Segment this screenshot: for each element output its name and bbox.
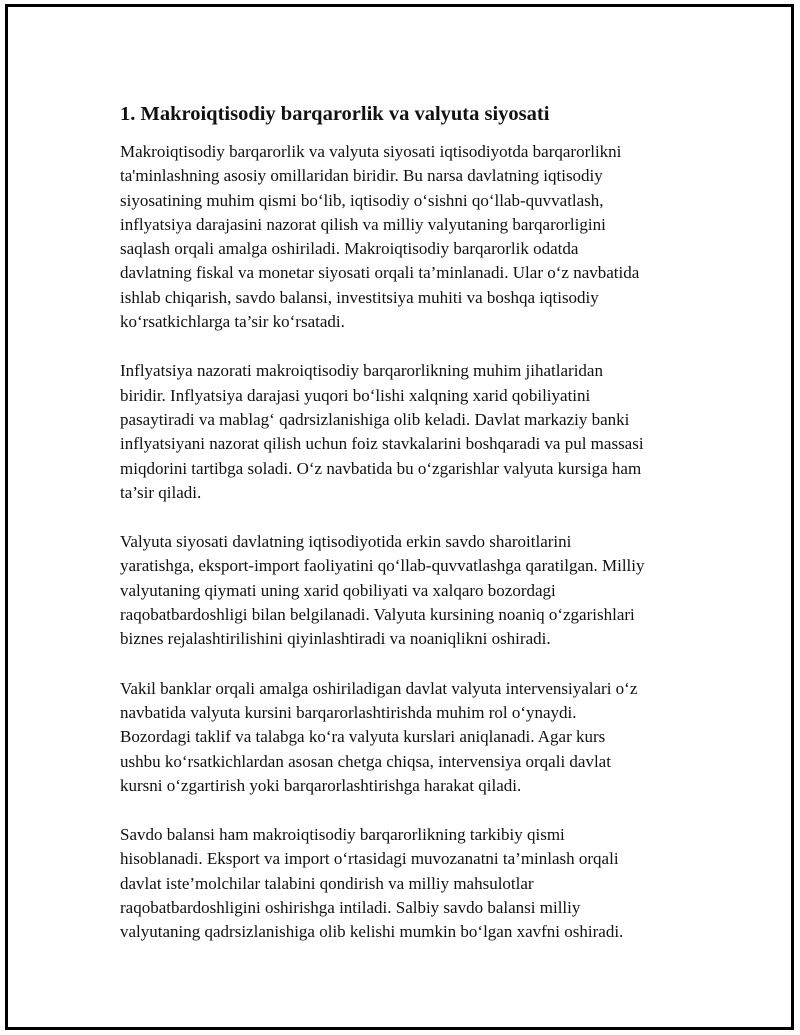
text-line: ushbu ko‘rsatkichlardan asosan chetga chiqsa, intervensiya orqali davlat (120, 751, 611, 771)
text-line: navbatida valyuta kursini barqarorlashtirishda muhim rol o‘ynaydi. (120, 702, 577, 722)
paragraph-5 (120, 823, 720, 944)
text-line: hisoblanadi. Eksport va import o‘rtasidagi muvozanatni ta’minlash orqali (120, 849, 619, 869)
text-line: valyutaning qiymati uning xarid qobiliyati va xalqaro bozordagi (120, 580, 556, 600)
text-line: yaratishga, eksport-import faoliyatini qo‘llab-quvvatlashga qaratilgan. Milliy (120, 556, 645, 576)
text-line: Valyuta siyosati davlatning iqtisodiyotida erkin savdo sharoitlarini (120, 532, 572, 552)
document-body (120, 101, 720, 970)
text-line: biznes rejalashtirilishini qiyinlashtiradi va noaniqlikni oshiradi. (120, 629, 551, 649)
text-line: pasaytiradi va mablag‘ qadrsizlanishiga olib keladi. Davlat markaziy banki (120, 409, 630, 429)
text-line: Makroiqtisodiy barqarorlik va valyuta siyosati iqtisodiyotda barqarorlikni (120, 142, 622, 161)
paragraph-4 (120, 677, 720, 798)
text-line: Savdo balansi ham makroiqtisodiy barqarorlikning tarkibiy qismi (120, 825, 565, 845)
text-line: davlatning fiskal va monetar siyosati orqali ta’minlanadi. Ular o‘z navbatida (120, 263, 640, 283)
paragraph-2 (120, 359, 720, 505)
text-line: inflyatsiyani nazorat qilish uchun foiz stavkalarini boshqaradi va pul massasi (120, 434, 644, 454)
text-line: saqlash orqali amalga oshiriladi. Makroiqtisodiy barqarorlik odatda (120, 239, 579, 259)
text-line: Inflyatsiya nazorati makroiqtisodiy barqarorlikning muhim jihatlaridan (120, 361, 603, 381)
text-line: raqobatbardoshligi bilan belgilanadi. Valyuta kursining noaniq o‘zgarishlari (120, 605, 635, 625)
text-line: miqdorini tartibga soladi. O‘z navbatida bu o‘zgarishlar valyuta kursiga ham (120, 458, 642, 478)
page-frame (5, 4, 794, 1030)
paragraph-1 (120, 140, 720, 334)
text-line: inflyatsiya darajasini nazorat qilish va milliy valyutaning barqarorligini (120, 214, 606, 234)
text-line: ishlab chiqarish, savdo balansi, investitsiya muhiti va boshqa iqtisodiy (120, 287, 599, 307)
text-line: biridir. Inflyatsiya darajasi yuqori bo‘lishi xalqning xarid qobiliyatini (120, 385, 591, 405)
text-line: raqobatbardoshligini oshirishga intiladi. Salbiy savdo balansi milliy (120, 898, 581, 918)
text-line: ko‘rsatkichlarga ta’sir ko‘rsatadi. (120, 312, 345, 332)
text-line: ta'minlashning asosiy omillaridan biridir. Bu narsa davlatning iqtisodiy (120, 166, 603, 186)
text-line: valyutaning qadrsizlanishiga olib kelishi mumkin bo‘lgan xavfni oshiradi. (120, 922, 624, 942)
paragraph-3 (120, 530, 720, 651)
section-heading: 1. Makroiqtisodiy barqarorlik va valyuta siyosati (120, 103, 550, 125)
text-line: siyosatining muhim qismi bo‘lib, iqtisodiy o‘sishni qo‘llab-quvvatlash, (120, 190, 604, 210)
text-line: davlat iste’molchilar talabini qondirish va milliy mahsulotlar (120, 873, 534, 893)
text-line: kursni o‘zgartirish yoki barqarorlashtirishga harakat qiladi. (120, 775, 522, 795)
text-line: Vakil banklar orqali amalga oshiriladigan davlat valyuta intervensiyalari o‘z (120, 678, 638, 698)
text-line: ta’sir qiladi. (120, 482, 202, 502)
text-line: Bozordagi taklif va talabga ko‘ra valyuta kurslari aniqlanadi. Agar kurs (120, 727, 606, 747)
